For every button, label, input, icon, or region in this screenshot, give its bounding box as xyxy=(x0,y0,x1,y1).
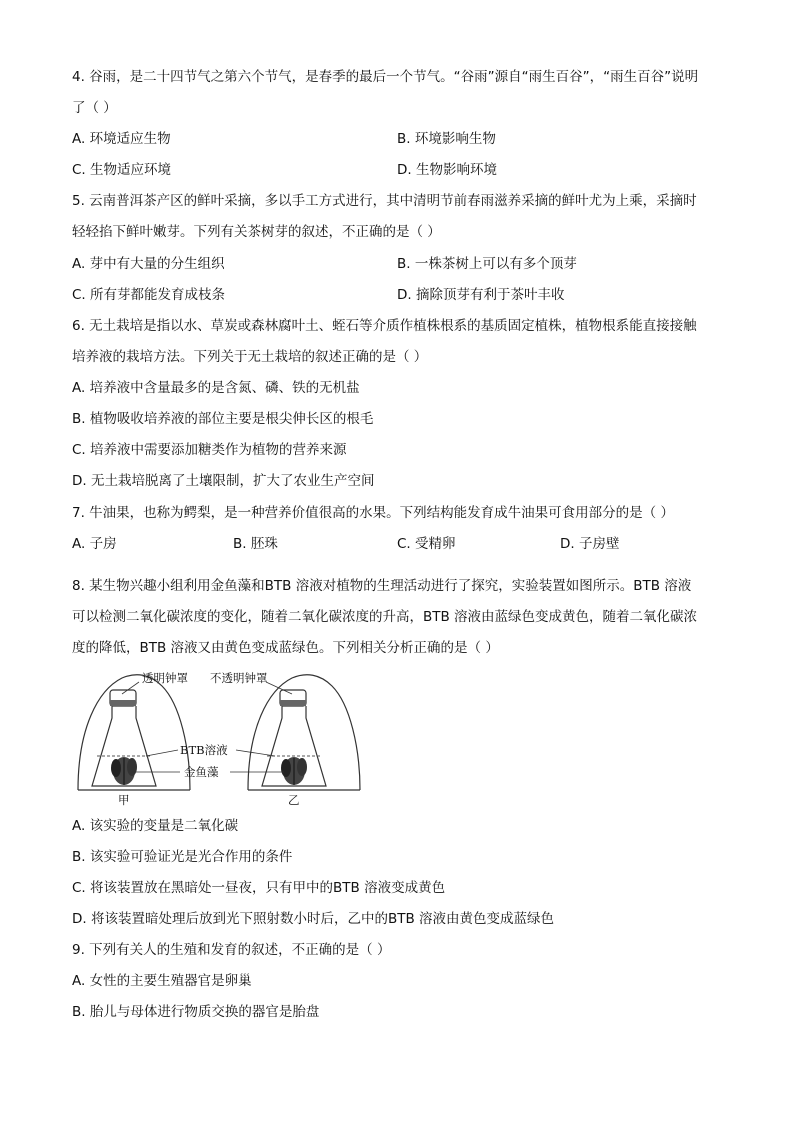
leader-btb-yi xyxy=(236,750,275,756)
q4-option-a: A. 环境适应生物 xyxy=(72,131,171,147)
q8-stem-line-2: 可以检测二氧化碳浓度的变化，随着二氧化碳浓度的升高，BTB 溶液由蓝绿色变成黄色，随着二氧化碳浓 xyxy=(72,609,698,625)
label-jia: 甲 xyxy=(118,793,130,807)
q4-option-d: D. 生物影响环境 xyxy=(397,162,497,178)
q4-stem-line-1: 4. 谷雨，是二十四节气之第六个节气，是春季的最后一个节气。“谷雨”源自“雨生百谷”，“雨生百谷”说明 xyxy=(72,69,699,85)
q8-stem-line-3: 度的降低，BTB 溶液又由黄色变成蓝绿色。下列相关分析正确的是（ ） xyxy=(72,640,499,656)
q9-option-a: A. 女性的主要生殖器官是卵巢 xyxy=(72,973,252,989)
q4-option-c: C. 生物适应环境 xyxy=(72,162,172,178)
q5-option-d: D. 摘除顶芽有利于茶叶丰收 xyxy=(397,287,565,303)
transparent-bell-jar-apparatus xyxy=(78,675,190,790)
q7-stem-line-1: 7. 牛油果，也称为鳄梨，是一种营养价值很高的水果。下列结构能发育成牛油果可食用部分的是（ ） xyxy=(72,505,674,521)
q6-stem-line-1: 6. 无土栽培是指以水、草炭或森林腐叶土、蛭石等介质作植株根系的基质固定植株，植物根系能直接接触 xyxy=(72,318,697,334)
q6-option-b: B. 植物吸收培养液的部位主要是根尖伸长区的根毛 xyxy=(72,411,374,427)
stopper-band-jia xyxy=(110,700,136,706)
q7-option-c: C. 受精卵 xyxy=(397,536,456,552)
q5-stem-line-1: 5. 云南普洱茶产区的鲜叶采摘，多以手工方式进行，其中清明节前春雨滋养采摘的鲜叶尤为上乘，采摘时 xyxy=(72,193,697,209)
q5-option-c: C. 所有芽都能发育成枝条 xyxy=(72,287,226,303)
label-waterweed: 金鱼藻 xyxy=(184,765,219,779)
label-yi: 乙 xyxy=(288,793,300,807)
label-btb-solution: BTB溶液 xyxy=(180,743,228,757)
q8-option-b: B. 该实验可验证光是光合作用的条件 xyxy=(72,849,293,865)
q8-option-c: C. 将该装置放在黑暗处一昼夜，只有甲中的BTB 溶液变成黄色 xyxy=(72,880,446,896)
q6-option-d: D. 无土栽培脱离了土壤限制，扩大了农业生产空间 xyxy=(72,473,375,489)
q7-option-d: D. 子房壁 xyxy=(560,536,620,552)
q8-option-d: D. 将该装置暗处理后放到光下照射数小时后，乙中的BTB 溶液由黄色变成蓝绿色 xyxy=(72,911,555,927)
q8-option-a: A. 该实验的变量是二氧化碳 xyxy=(72,818,239,834)
waterweed-jia xyxy=(111,757,137,785)
label-transparent-bell-jar: 透明钟罩 xyxy=(142,671,188,685)
q9-stem-line-1: 9. 下列有关人的生殖和发育的叙述，不正确的是（ ） xyxy=(72,942,391,958)
waterweed-yi xyxy=(281,757,307,785)
stopper-band-yi xyxy=(280,700,306,706)
q4-option-b: B. 环境影响生物 xyxy=(397,131,496,147)
leader-btb-jia xyxy=(146,750,178,756)
opaque-bell-jar-apparatus xyxy=(248,675,360,790)
q7-option-b: B. 胚珠 xyxy=(233,536,278,552)
q6-option-c: C. 培养液中需要添加糖类作为植物的营养来源 xyxy=(72,442,347,458)
bell-jar-experiment-figure xyxy=(70,668,370,810)
q5-option-a: A. 芽中有大量的分生组织 xyxy=(72,256,225,272)
q6-stem-line-2: 培养液的栽培方法。下列关于无土栽培的叙述正确的是（ ） xyxy=(72,349,428,365)
q5-option-b: B. 一株茶树上可以有多个顶芽 xyxy=(397,256,577,272)
q7-option-a: A. 子房 xyxy=(72,536,117,552)
q6-option-a: A. 培养液中含量最多的是含氮、磷、铁的无机盐 xyxy=(72,380,360,396)
label-opaque-bell-jar: 不透明钟罩 xyxy=(210,671,268,685)
q5-stem-line-2: 轻轻掐下鲜叶嫩芽。下列有关茶树芽的叙述，不正确的是（ ） xyxy=(72,224,441,240)
q4-stem-line-2: 了（ ） xyxy=(72,100,117,116)
leader-opaque xyxy=(266,682,292,694)
q8-stem-line-1: 8. 某生物兴趣小组利用金鱼藻和BTB 溶液对植物的生理活动进行了探究，实验装置如图所示。BTB 溶液 xyxy=(72,578,692,594)
q9-option-b: B. 胎儿与母体进行物质交换的器官是胎盘 xyxy=(72,1004,320,1020)
